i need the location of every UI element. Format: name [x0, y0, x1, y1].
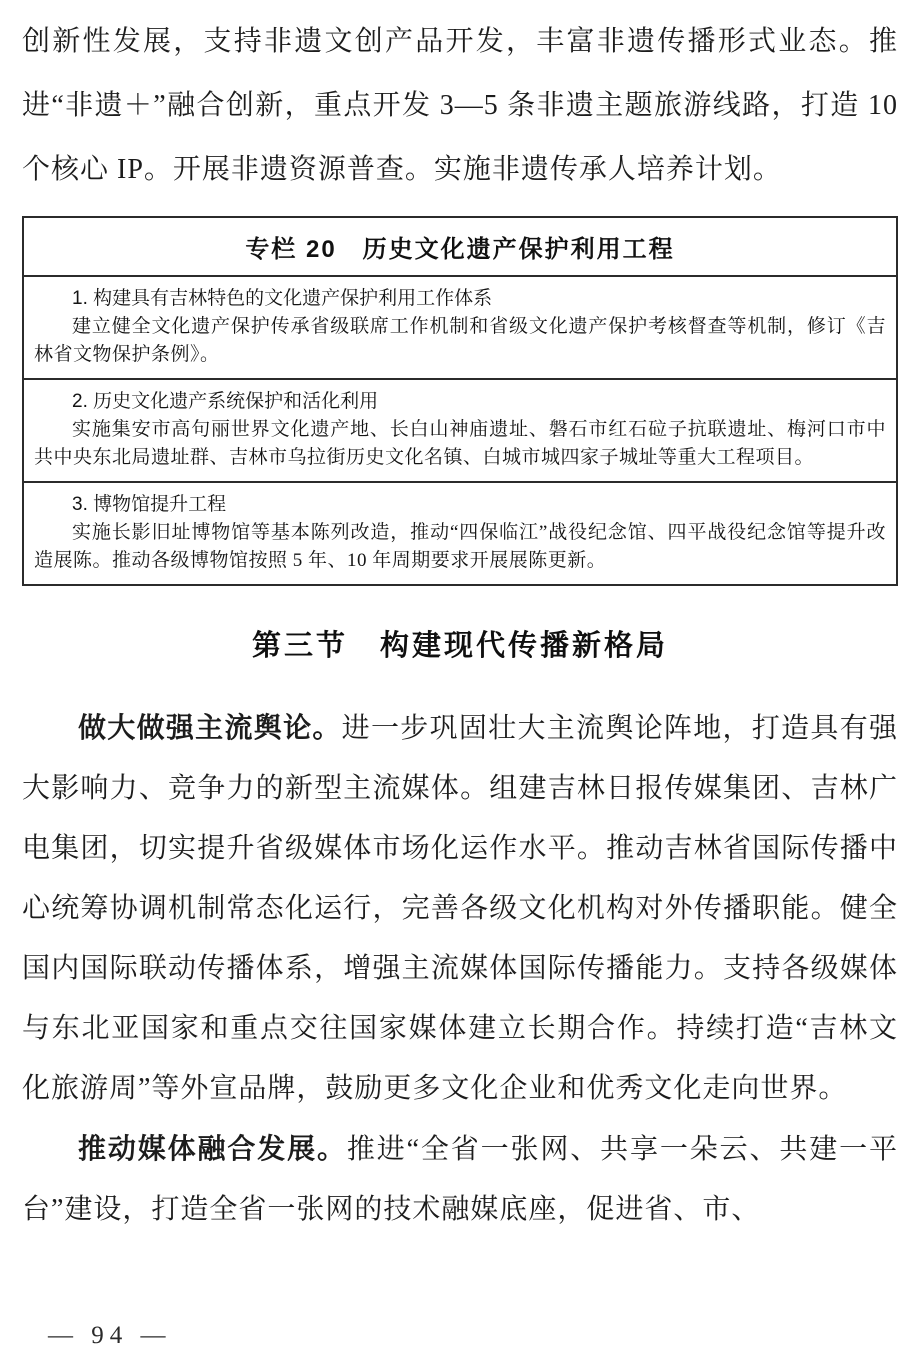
box-item-3-heading: 3. 博物馆提升工程 [72, 494, 227, 515]
box-item-3-body: 实施长影旧址博物馆等基本陈列改造，推动“四保临江”战役纪念馆、四平战役纪念馆等提升改造展陈。推动各级博物馆按照 5 年、10 年周期要求开展展陈更新。 [34, 522, 886, 571]
box-section-3 [24, 483, 896, 584]
box-section-1 [24, 277, 896, 380]
feature-box-title: 专栏 20 历史文化遗产保护利用工程 [24, 218, 896, 277]
paragraph-2-text: 推进“全省一张网、共享一朵云、共建一平台”建设，打造全省一张网的技术融媒底座，促进省、市、 [22, 1134, 898, 1225]
intro-paragraph: 创新性发展，支持非遗文创产品开发，丰富非遗传播形式业态。推进“非遗＋”融合创新，重点开发 3—5 条非遗主题旅游线路，打造 10 个核心 IP。开展非遗资源普查。实施非遗传承人培养计划。 [22, 26, 898, 185]
box-item-1-body: 建立健全文化遗产保护传承省级联席工作机制和省级文化遗产保护考核督查等机制，修订《吉林省文物保护条例》。 [34, 316, 886, 365]
page-number: — 94 — [48, 1322, 172, 1349]
box-item-1-heading: 1. 构建具有吉林特色的文化遗产保护利用工作体系 [72, 288, 493, 309]
section-heading: 第三节 构建现代传播新格局 [251, 630, 668, 662]
paragraph-2-lead: 推动媒体融合发展。 [78, 1133, 347, 1164]
body-paragraph-2 [22, 1119, 898, 1240]
box-item-2-body: 实施集安市高句丽世界文化遗产地、长白山神庙遗址、磐石市红石砬子抗联遗址、梅河口市中共中央东北局遗址群、吉林市乌拉街历史文化名镇、白城市城四家子城址等重大工程项目。 [34, 419, 886, 468]
paragraph-1-lead: 做大做强主流舆论。 [78, 712, 342, 743]
feature-box [22, 216, 898, 586]
box-section-2 [24, 380, 896, 483]
body-paragraph-1 [22, 698, 898, 1119]
box-item-2-heading: 2. 历史文化遗产系统保护和活化利用 [72, 391, 379, 412]
paragraph-1-text: 进一步巩固壮大主流舆论阵地，打造具有强大影响力、竞争力的新型主流媒体。组建吉林日报传媒集团、吉林广电集团，切实提升省级媒体市场化运作水平。推动吉林省国际传播中心统筹协调机制常态化运行，完善各级文化机构对外传播职能。健全国内国际联动传播体系，增强主流媒体国际传播能力。支持各级媒体与东北亚国家和重点交往国家媒体建立长期合作。持续打造“吉林文化旅游周”等外宣品牌，鼓励更多文化企业和优秀文化走向世界。 [22, 713, 898, 1104]
